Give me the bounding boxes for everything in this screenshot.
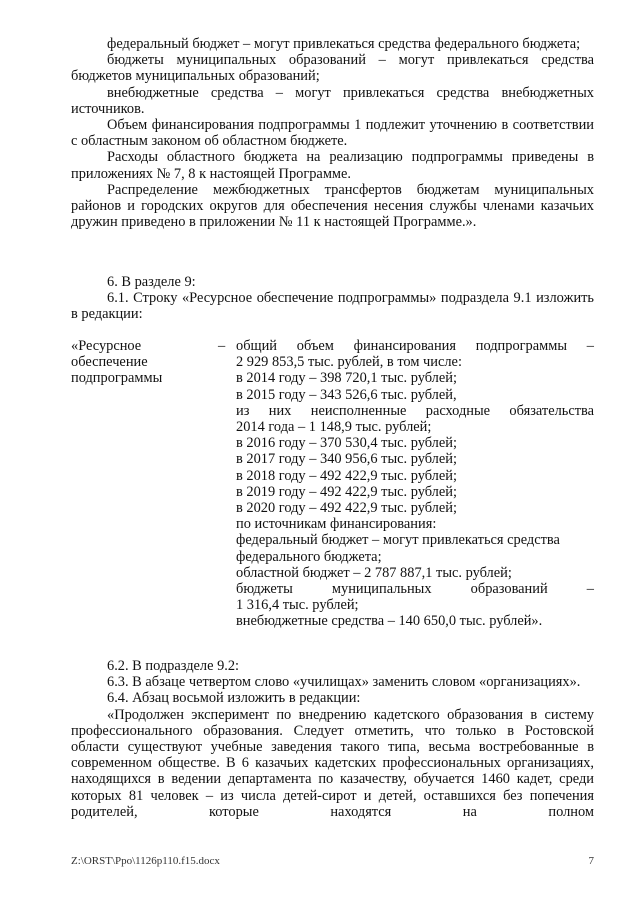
paragraph-regional-expenses: Расходы областного бюджета на реализацию подпрограммы приведены в приложениях № 7, 8 к настоящей Программе. — [71, 149, 594, 182]
paragraph-extrabudgetary: внебюджетные средства – могут привлекаться средства внебюджетных источников. — [71, 84, 594, 117]
top-section — [71, 36, 594, 230]
resource-line: федерального бюджета; — [236, 548, 382, 565]
resource-line-total: общий объем финансирования подпрограммы – — [236, 338, 594, 354]
resource-line: федеральный бюджет – могут привлекаться средства — [236, 532, 560, 549]
item-6-1: 6.1. Строку «Ресурсное обеспечение подпрограммы» подраздела 9.1 изложить в редакции: — [71, 290, 594, 323]
item-6-3: 6.3. В абзаце четвертом слово «училищах» заменить словом «организациях». — [107, 674, 581, 691]
resource-line: в 2017 году – 340 956,6 тыс. рублей; — [236, 451, 457, 468]
paragraph-transfers: Распределение межбюджетных трансфертов бюджетам муниципальных районов и городских округов для обеспечения несения службы членами казачьих дружин приведено в приложении № 11 к настоящей Программе.». — [71, 181, 594, 231]
resource-line: в 2018 году – 492 422,9 тыс. рублей; — [236, 467, 457, 484]
quote-paragraph: «Продолжен эксперимент по внедрению кадетского образования в систему профессионального образования. Следует отметить, что только в Ростовской области существуют учебные заведения такого типа, весьма востребованные в современном обществе. В 6 казачьих кадетских профессиональных организациях, находящихся в ведении департамента по казачеству, обучается 1460 кадет, среди которых 81 человек – из числа детей-сирот и детей, оставшихся без попечения родителей, которые находятся на полном — [71, 706, 594, 820]
resource-label-line: подпрограммы — [71, 370, 163, 387]
resource-label — [71, 338, 211, 387]
item-6-2: 6.2. В подразделе 9.2: — [107, 658, 240, 674]
resource-line: областной бюджет – 2 787 887,1 тыс. рублей; — [236, 564, 512, 581]
resource-line: в 2014 году – 398 720,1 тыс. рублей; — [236, 370, 457, 387]
resource-label-line: обеспечение — [71, 354, 148, 371]
resource-line-municipal: бюджеты муниципальных образований – — [236, 581, 594, 598]
resource-content — [236, 338, 594, 630]
footer-file-path: Z:\ORST\Ppo\1126p110.f15.docx — [71, 855, 220, 867]
resource-line-unfulfilled: из них неисполненные расходные обязательства — [236, 402, 594, 419]
resource-line: 2 929 853,5 тыс. рублей, в том числе: — [236, 354, 462, 371]
paragraph-financing-volume: Объем финансирования подпрограммы 1 подлежит уточнению в соответствии с областным законом об областном бюджете. — [71, 117, 594, 150]
section-6 — [71, 274, 594, 323]
resource-line: в 2020 году – 492 422,9 тыс. рублей; — [236, 500, 457, 517]
item-6-4: 6.4. Абзац восьмой изложить в редакции: — [107, 690, 361, 707]
section-6-2 — [71, 658, 594, 820]
footer-page-number: 7 — [588, 855, 594, 867]
resource-line: внебюджетные средства – 140 650,0 тыс. рублей». — [236, 613, 543, 630]
resource-dash: – — [218, 338, 226, 354]
resource-line: в 2015 году – 343 526,6 тыс. рублей, — [236, 386, 457, 403]
section-6-heading: 6. В разделе 9: — [107, 274, 196, 290]
resource-label-line: «Ресурсное — [71, 338, 142, 354]
paragraph-federal-budget: федеральный бюджет – могут привлекаться средства федерального бюджета; — [107, 36, 581, 52]
resource-line: 1 316,4 тыс. рублей; — [236, 597, 359, 614]
resource-line: по источникам финансирования: — [236, 516, 437, 533]
resource-line: 2014 года – 1 148,9 тыс. рублей; — [236, 419, 432, 436]
paragraph-municipal-budgets: бюджеты муниципальных образований – могут привлекаться средства бюджетов муниципальных образований; — [71, 52, 594, 85]
resource-line: в 2016 году – 370 530,4 тыс. рублей; — [236, 435, 457, 452]
resource-line: в 2019 году – 492 422,9 тыс. рублей; — [236, 483, 457, 500]
